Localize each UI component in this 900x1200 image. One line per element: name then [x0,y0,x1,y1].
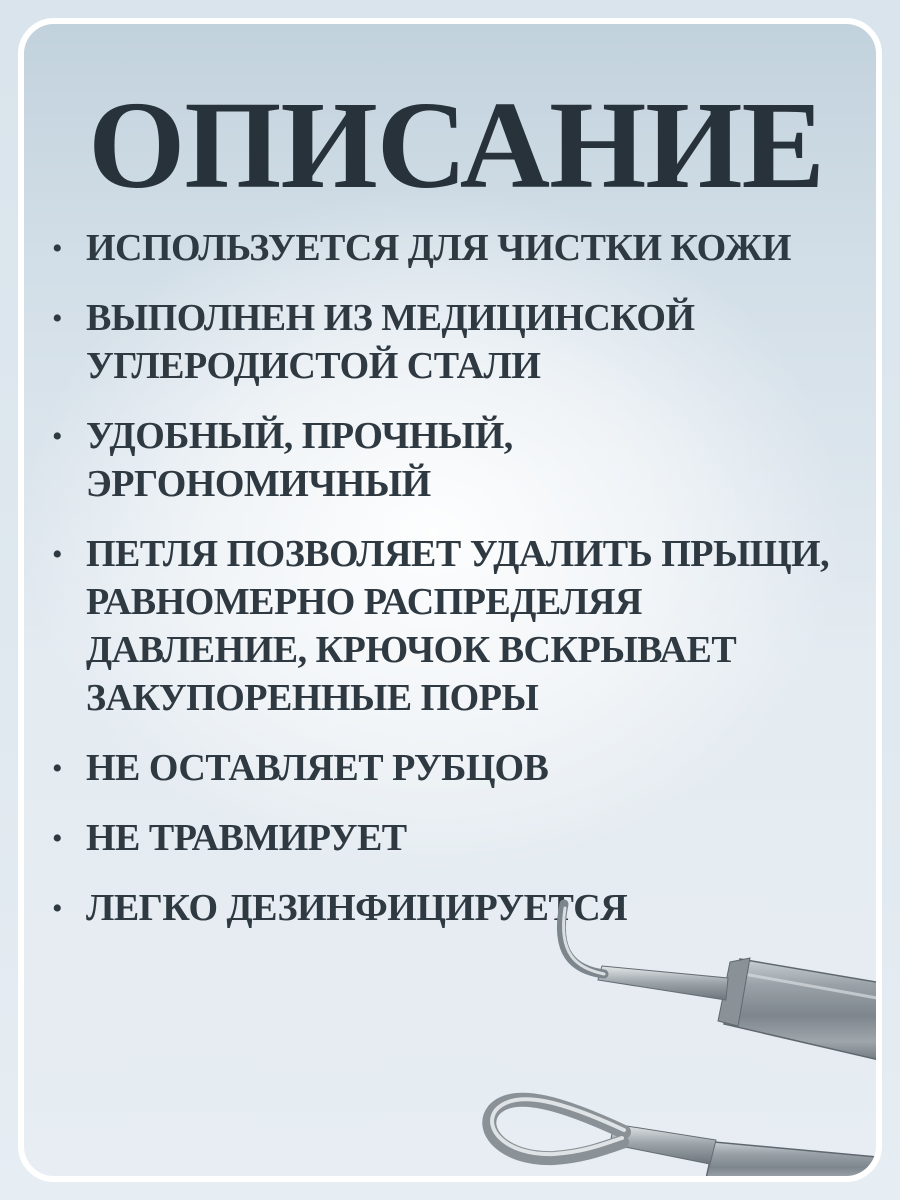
feature-text: ЛЕГКО ДЕЗИНФИЦИРУЕТСЯ [86,887,628,929]
bullet-icon: • [52,232,63,265]
bullet-icon: • [52,822,63,855]
feature-item [48,744,868,792]
feature-item [48,530,868,722]
bullet-icon: • [52,752,63,785]
bullet-icon: • [52,538,63,571]
feature-item [48,294,868,390]
bullet-icon: • [52,420,63,453]
feature-list [48,224,868,954]
description-card [18,18,882,1182]
feature-text: ПЕТЛЯ ПОЗВОЛЯЕТ УДАЛИТЬ ПРЫЩИ, РАВНОМЕРНО РАСПРЕДЕЛЯЯ ДАВЛЕНИЕ, КРЮЧОК ВСКРЫВАЕТ ЗАКУПОРЕННЫЕ ПОРЫ [86,533,830,719]
bullet-icon: • [52,302,63,335]
feature-item [48,814,868,862]
feature-text: НЕ ОСТАВЛЯЕТ РУБЦОВ [86,747,549,789]
feature-item [48,884,868,932]
feature-text: ИСПОЛЬЗУЕТСЯ ДЛЯ ЧИСТКИ КОЖИ [86,227,791,269]
page-title: ОПИСАНИЕ [88,77,824,215]
feature-text: УДОБНЫЙ, ПРОЧНЫЙ, ЭРГОНОМИЧНЫЙ [86,415,513,505]
feature-item [48,412,868,508]
feature-text: ВЫПОЛНЕН ИЗ МЕДИЦИНСКОЙ УГЛЕРОДИСТОЙ СТАЛИ [86,297,695,387]
feature-text: НЕ ТРАВМИРУЕТ [86,817,407,859]
loop-tool-icon [489,1099,882,1182]
feature-item [48,224,868,272]
bullet-icon: • [52,892,63,925]
